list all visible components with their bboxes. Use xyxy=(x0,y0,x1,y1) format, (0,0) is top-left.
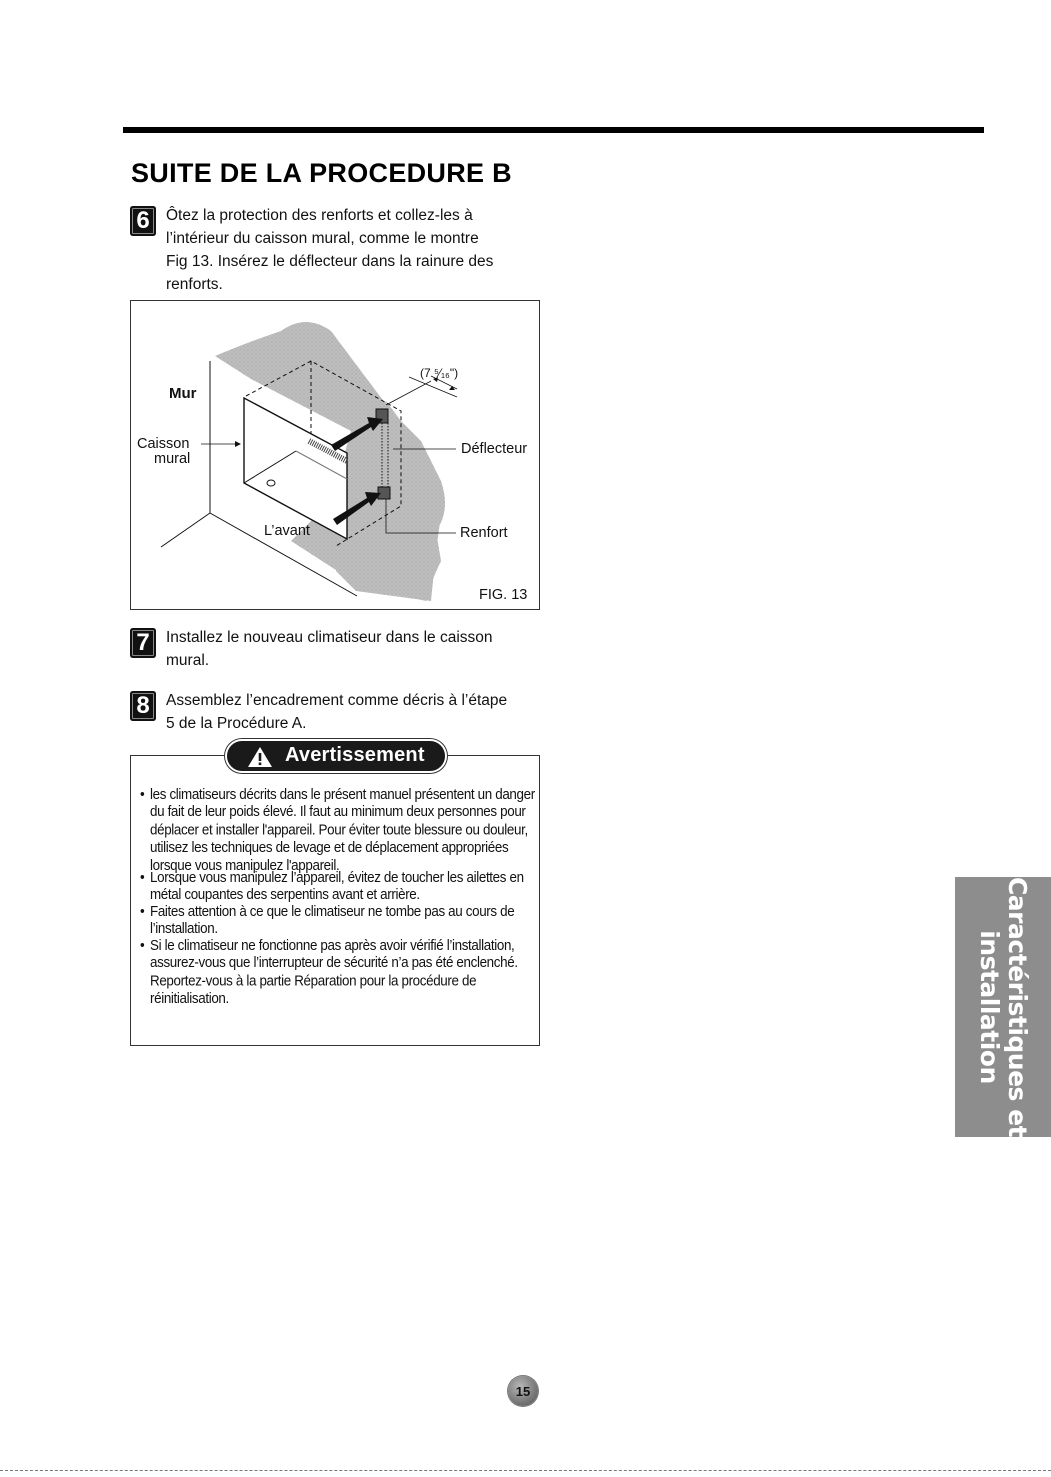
step-number-badge: 6 xyxy=(130,206,156,236)
warning-header xyxy=(225,739,447,773)
section-title: SUITE DE LA PROCEDURE B xyxy=(131,158,512,188)
side-tab-label: Caractéristiques et installation xyxy=(975,876,1032,1138)
label-dimension: (7 ⁵⁄₁₆") xyxy=(420,366,459,380)
step-number-badge: 7 xyxy=(130,628,156,658)
warning-item: • Lorsque vous manipulez l’appareil, évitez de toucher les ailettes en métal coupantes des serpentins avant et arrière. xyxy=(140,869,535,904)
label-mur: Mur xyxy=(169,385,197,402)
warning-item: • les climatiseurs décrits dans le présent manuel présentent un danger du fait de leur poids élevé. Il faut au minimum deux personnes pour déplacer et installer l'appareil. Pour éviter toute blessure ou douleur, utilisez les techniques de levage et de déplacement appropriées lorsque vous manipulez l'appareil. xyxy=(140,786,535,875)
warning-list xyxy=(140,786,535,1007)
label-deflecteur: Déflecteur xyxy=(461,441,528,457)
warning-title: Avertissement xyxy=(285,744,425,766)
step-number-badge: 8 xyxy=(130,691,156,721)
warning-item: • Faites attention à ce que le climatiseur ne tombe pas au cours de l’installation. xyxy=(140,903,535,938)
bottom-rule xyxy=(0,1470,1051,1471)
top-rule xyxy=(123,127,984,133)
warning-triangle-icon xyxy=(247,746,273,768)
figure-13 xyxy=(130,300,540,610)
label-renfort: Renfort xyxy=(460,525,508,541)
installation-diagram xyxy=(131,301,541,611)
warning-item: • Si le climatiseur ne fonctionne pas après avoir vérifié l’installation, assurez-vous que l’interrupteur de sécurité n’a pas été enclenché. Reportez-vous à la partie Réparation pour la procédure de réinitialisation. xyxy=(140,937,535,1008)
page-number: 15 xyxy=(508,1376,538,1406)
step-text: Installez le nouveau climatiseur dans le caisson mural. xyxy=(166,629,493,669)
label-avant: L’avant xyxy=(264,523,310,539)
warning-box xyxy=(130,744,540,1046)
figure-caption: FIG. 13 xyxy=(479,587,528,603)
step-text: Assemblez l’encadrement comme décris à l’étape 5 de la Procédure A. xyxy=(166,692,508,732)
label-caisson: Caisson xyxy=(137,436,190,452)
step-text: Ôtez la protection des renforts et collez-les à l’intérieur du caisson mural, comme le montre Fig 13. Insérez le déflecteur dans la rainure des renforts. xyxy=(166,207,494,293)
section-side-tab xyxy=(955,877,1051,1137)
label-mural: mural xyxy=(154,451,191,467)
